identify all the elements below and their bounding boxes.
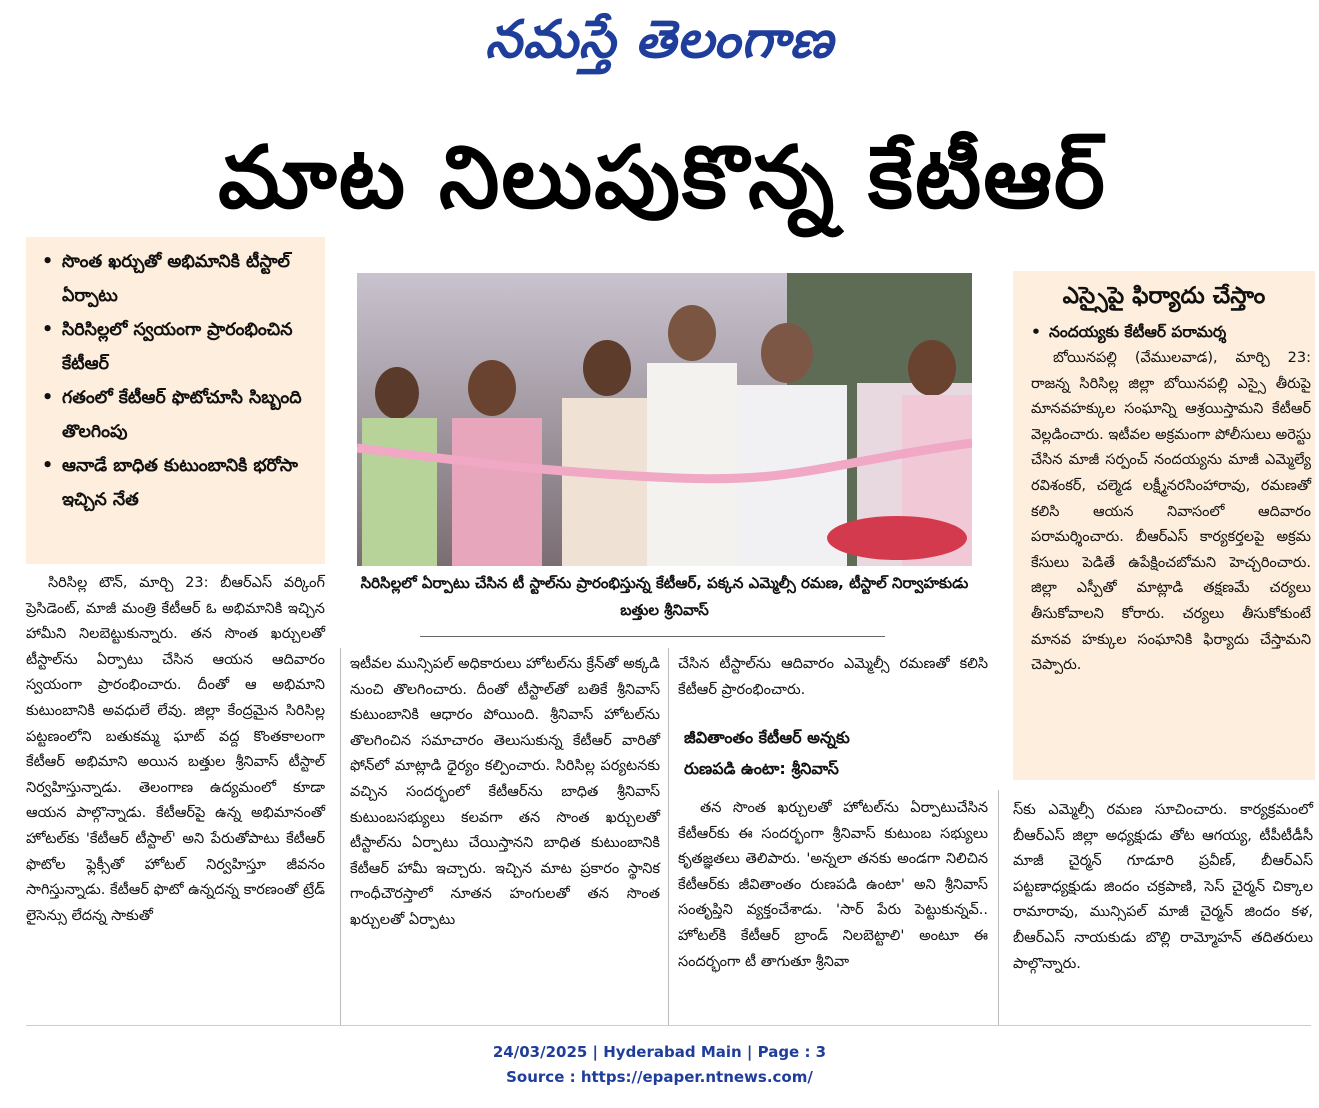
article-column-2 (350, 652, 660, 934)
article-paragraph: ఇటీవల మున్సిపల్ అధికారులు హోటల్‌ను క్రేన్‌తో అక్కడి నుంచి తొలగించారు. దీంతో టీస్టాల్‌తో బతికే శ్రీనివాస్ కుటుంబానికి ఆధారం పోయింది. శ్రీనివాస్ హోటల్‌ను తొలగించిన సమాచారం తెలుసుకున్న కేటీఆర్ వారితో ఫోన్‌లో మాట్లాడి ధైర్యం కల్పించారు. సిరిసిల్ల పర్యటనకు వచ్చిన సందర్భంలో కేటీఆర్‌ను బాధిత శ్రీనివాస్ కుటుంబసభ్యులు కలవగా తన సొంత ఖర్చులతో టీస్టాల్‌ను ఏర్పాటు చేయిస్తానని బాధిత కుటుంబానికి కేటీఆర్ హామీ ఇచ్చారు. ఇచ్చిన మాట ప్రకారం స్థానిక గాంధీచౌరస్తాలో నూతన హంగులతో తన సొంత ఖర్చులతో ఏర్పాటు (350, 656, 660, 928)
caption-divider (420, 636, 885, 637)
article-column-1 (26, 571, 325, 929)
article-paragraph: తన సొంత ఖర్చులతో హోటల్‌ను ఏర్పాటుచేసిన కేటీఆర్‌కు ఈ సందర్భంగా శ్రీనివాస్ కుటుంబ సభ్యులు కృతజ్ఞతలు తెలిపారు. 'అన్నలా తనకు అండగా నిలిచిన కేటీఆర్‌కు జీవితాంతం రుణపడి ఉంటా' అని శ్రీనివాస్ సంతృప్తిని వ్యక్తంచేశాడు. 'సార్ పేరు పెట్టుకున్నవ్.. హోటల్‌కి కేటీఆర్ బ్రాండ్ నిలబెట్టాలి' అంటూ ఈ సందర్భంగా టీ తాగుతూ శ్రీనివా (678, 800, 988, 970)
highlights-box (26, 237, 325, 564)
article-column-4 (1013, 798, 1313, 977)
photo-caption: సిరిసిల్లలో ఏర్పాటు చేసిన టీ స్టాల్‌ను ప్రారంభిస్తున్న కేటీఆర్, పక్కన ఎమ్మెల్సీ రమణ, టీస్టాల్ నిర్వాహకుడు బత్తుల శ్రీనివాస్ (360, 574, 969, 619)
headline: మాట నిలుపుకొన్న కేటీఆర్ (218, 128, 1107, 228)
side-story-body (1031, 346, 1311, 679)
subheading: జీవితాంతం కేటీఆర్ అన్నకు రుణపడి ఉంటా: శ్రీనివాస్ (684, 728, 850, 778)
article-paragraph: స్‌కు ఎమ్మెల్సీ రమణ సూచించారు. కార్యక్రమంలో బీఆర్‌ఎస్ జిల్లా అధ్యక్షుడు తోట ఆగయ్య, టీపీటీడీసీ మాజీ చైర్మన్ గూడూరి ప్రవీణ్, బీఆర్‌ఎస్ పట్టణాధ్యక్షుడు జిందం చక్రపాణి, సెస్ చైర్మన్ చిక్కాల రామారావు, మున్సిపల్ మాజీ చైర్మన్ జిందం కళ, బీఆర్‌ఎస్ నాయకుడు బొల్లి రామ్మోహన్ తదితరులు పాల్గొన్నారు. (1013, 802, 1313, 972)
footer-source: Source : https://epaper.ntnews.com/ (506, 1068, 813, 1086)
article-paragraph: చేసిన టీస్టాల్‌ను ఆదివారం ఎమ్మెల్సీ రమణతో కలిసి కేటీఆర్ ప్రారంభించారు. (678, 656, 988, 698)
article-column-3b (678, 796, 988, 975)
footer-dateline: 24/03/2025 | Hyderabad Main | Page : 3 (492, 1043, 827, 1061)
highlight-item: • సిరిసిల్లలో స్వయంగా ప్రారంభించిన కేటీఆర్ (40, 313, 317, 381)
column-divider (340, 648, 341, 1025)
column-divider (998, 790, 999, 1025)
side-story-bullet: • నందయ్యకు కేటీఆర్ పరామర్శ (1031, 318, 1319, 346)
page-bottom-rule (26, 1025, 1311, 1026)
highlight-item: • గతంలో కేటీఆర్ ఫొటోచూసి సిబ్బంది తొలగింపు (40, 381, 317, 449)
news-photo (357, 273, 972, 566)
article-paragraph: సిరిసిల్ల టౌన్, మార్చి 23: బీఆర్‌ఎస్ వర్కింగ్ ప్రెసిడెంట్, మాజీ మంత్రి కేటీఆర్ ఓ అభిమానికి ఇచ్చిన హామీని నిలబెట్టుకున్నారు. తన సొంత ఖర్చులతో టీస్టాల్‌ను ఏర్పాటు చేసిన ఆయన ఆదివారం స్వయంగా ప్రారంభించారు. దీంతో ఆ అభిమాని కుటుంబానికి అవధులే లేవు. జిల్లా కేంద్రమైన సిరిసిల్ల పట్టణంలోని బతుకమ్మ ఘాట్ వద్ద కొంతకాలంగా కేటీఆర్ అభిమాని అయిన బత్తుల శ్రీనివాస్ టీస్టాల్ నిర్వహిస్తున్నాడు. తెలంగాణ ఉద్యమంలో కూడా ఆయన పాల్గొన్నాడు. కేటీఆర్‌పై ఉన్న అభిమానంతో హోటల్‌కు 'కేటీఆర్ టీస్టాల్' అని పేరుతోపాటు కేటీఆర్ ఫొటోల ఫ్లెక్సీతో హోటల్ నిర్వహిస్తూ జీవనం సాగిస్తున్నాడు. కేటీఆర్ ఫొటో ఉన్నదన్న కారణంతో ట్రేడ్ లైసెన్సు లేదన్న సాకుతో (26, 575, 325, 924)
article-column-3 (678, 652, 988, 703)
column-divider (668, 648, 669, 1025)
side-story-title: ఎస్సైపై ఫిర్యాదు చేస్తాం (1062, 283, 1266, 309)
masthead: నమస్తే తెలంగాణ (485, 9, 834, 70)
article-paragraph: బోయినపల్లి (వేములవాడ), మార్చి 23: రాజన్న సిరిసిల్ల జిల్లా బోయినపల్లి ఎస్సై తీరుపై మానవహక్కుల సంఘాన్ని ఆశ్రయిస్తామని కేటీఆర్ వెల్లడించారు. ఇటీవల అక్రమంగా పోలీసులు అరెస్టు చేసిన మాజీ సర్పంచ్ నందయ్యను మాజీ ఎమ్మెల్యే రవిశంకర్, చల్మెడ లక్ష్మీనరసింహారావు, రమణతో కలిసి ఆయన నివాసంలో ఆదివారం పరామర్శించారు. బీఆర్‌ఎస్ కార్యకర్తలపై అక్రమ కేసులు పెడితే ఉపేక్షించబోమని హెచ్చరించారు. జిల్లా ఎస్పీతో మాట్లాడి తక్షణమే చర్యలు తీసుకోవాలని కోరారు. చర్యలు తీసుకోకుంటే మానవ హక్కుల సంఘానికి ఫిర్యాదు చేస్తామని చెప్పారు. (1031, 350, 1311, 674)
highlight-item: • సొంత ఖర్చుతో అభిమానికి టీస్టాల్ ఏర్పాటు (40, 245, 317, 313)
highlight-item: • ఆనాడే బాధిత కుటుంబానికి భరోసా ఇచ్చిన నేత (40, 449, 317, 517)
